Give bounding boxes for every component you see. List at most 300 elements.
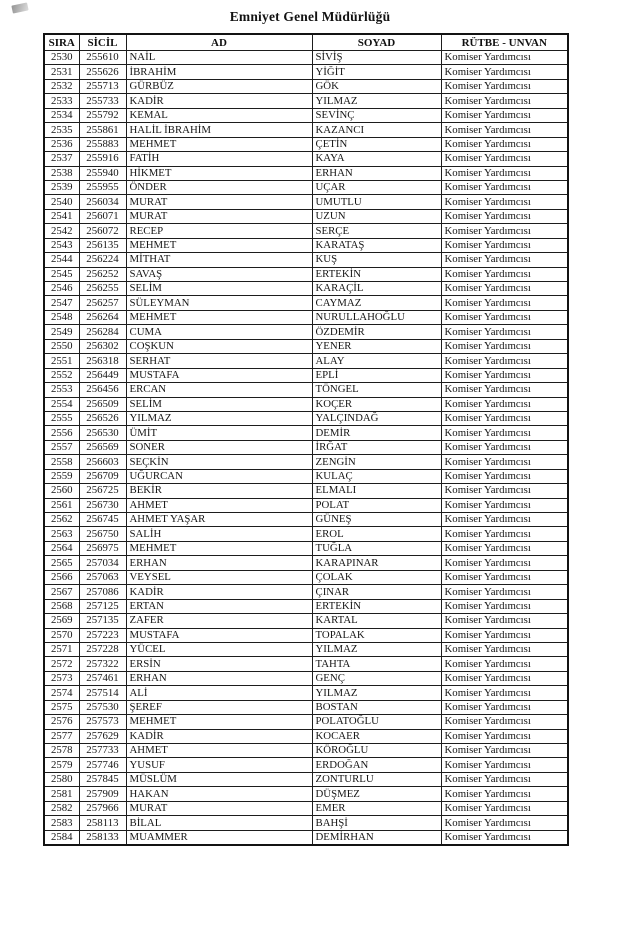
table-row xyxy=(44,108,568,122)
table-row xyxy=(44,383,568,397)
table-row xyxy=(44,830,568,845)
cell-sira: 2571 xyxy=(44,642,79,656)
cell-sicil: 257845 xyxy=(79,772,126,786)
cell-ad: NAİL xyxy=(126,51,312,65)
table-row xyxy=(44,671,568,685)
cell-rutbe: Komiser Yardımcısı xyxy=(441,744,568,758)
table-row xyxy=(44,224,568,238)
cell-ad: MEHMET xyxy=(126,310,312,324)
cell-ad: CUMA xyxy=(126,325,312,339)
cell-ad: KADİR xyxy=(126,729,312,743)
cell-rutbe: Komiser Yardımcısı xyxy=(441,238,568,252)
cell-rutbe: Komiser Yardımcısı xyxy=(441,671,568,685)
cell-sicil: 257125 xyxy=(79,599,126,613)
cell-ad: YILMAZ xyxy=(126,411,312,425)
cell-sira: 2559 xyxy=(44,469,79,483)
cell-sicil: 256135 xyxy=(79,238,126,252)
cell-sicil: 255955 xyxy=(79,180,126,194)
cell-ad: KADİR xyxy=(126,94,312,108)
table-row xyxy=(44,123,568,137)
cell-sira: 2569 xyxy=(44,614,79,628)
cell-ad: AHMET YAŞAR xyxy=(126,513,312,527)
cell-soyad: BOSTAN xyxy=(312,700,441,714)
table-row xyxy=(44,657,568,671)
table-row xyxy=(44,642,568,656)
cell-soyad: DEMİR xyxy=(312,426,441,440)
cell-rutbe: Komiser Yardımcısı xyxy=(441,758,568,772)
cell-rutbe: Komiser Yardımcısı xyxy=(441,166,568,180)
cell-soyad: UÇAR xyxy=(312,180,441,194)
cell-rutbe: Komiser Yardımcısı xyxy=(441,686,568,700)
cell-sicil: 257461 xyxy=(79,671,126,685)
table-row xyxy=(44,238,568,252)
cell-soyad: KAYA xyxy=(312,152,441,166)
table-row xyxy=(44,570,568,584)
cell-soyad: BAHŞİ xyxy=(312,816,441,830)
cell-soyad: NURULLAHOĞLU xyxy=(312,310,441,324)
table-row xyxy=(44,801,568,815)
cell-sicil: 256509 xyxy=(79,397,126,411)
cell-soyad: YENER xyxy=(312,339,441,353)
cell-ad: UĞURCAN xyxy=(126,469,312,483)
cell-sira: 2534 xyxy=(44,108,79,122)
cell-sicil: 257322 xyxy=(79,657,126,671)
cell-rutbe: Komiser Yardımcısı xyxy=(441,108,568,122)
cell-soyad: KARTAL xyxy=(312,614,441,628)
table-row xyxy=(44,440,568,454)
cell-rutbe: Komiser Yardımcısı xyxy=(441,513,568,527)
table-row xyxy=(44,729,568,743)
cell-ad: HAKAN xyxy=(126,787,312,801)
cell-rutbe: Komiser Yardımcısı xyxy=(441,541,568,555)
cell-ad: ERSİN xyxy=(126,657,312,671)
cell-sicil: 256071 xyxy=(79,209,126,223)
cell-rutbe: Komiser Yardımcısı xyxy=(441,267,568,281)
cell-sira: 2552 xyxy=(44,368,79,382)
cell-soyad: KARAPINAR xyxy=(312,556,441,570)
cell-soyad: ALAY xyxy=(312,354,441,368)
cell-sira: 2556 xyxy=(44,426,79,440)
cell-soyad: ERTEKİN xyxy=(312,599,441,613)
cell-sira: 2558 xyxy=(44,455,79,469)
cell-sicil: 257746 xyxy=(79,758,126,772)
cell-ad: ÜMİT xyxy=(126,426,312,440)
cell-sira: 2573 xyxy=(44,671,79,685)
cell-sira: 2575 xyxy=(44,700,79,714)
cell-sicil: 256569 xyxy=(79,440,126,454)
cell-rutbe: Komiser Yardımcısı xyxy=(441,253,568,267)
cell-ad: MUSTAFA xyxy=(126,368,312,382)
table-row xyxy=(44,180,568,194)
cell-sicil: 256603 xyxy=(79,455,126,469)
cell-rutbe: Komiser Yardımcısı xyxy=(441,570,568,584)
cell-sira: 2567 xyxy=(44,585,79,599)
cell-soyad: ERDOĞAN xyxy=(312,758,441,772)
cell-sicil: 257223 xyxy=(79,628,126,642)
cell-sira: 2565 xyxy=(44,556,79,570)
cell-rutbe: Komiser Yardımcısı xyxy=(441,51,568,65)
cell-sira: 2579 xyxy=(44,758,79,772)
table-body xyxy=(44,51,568,846)
cell-sicil: 257514 xyxy=(79,686,126,700)
page-title: Emniyet Genel Müdürlüğü xyxy=(229,9,391,24)
cell-soyad: KOÇER xyxy=(312,397,441,411)
cell-rutbe: Komiser Yardımcısı xyxy=(441,282,568,296)
cell-ad: BİLAL xyxy=(126,816,312,830)
cell-ad: SONER xyxy=(126,440,312,454)
cell-rutbe: Komiser Yardımcısı xyxy=(441,137,568,151)
cell-sira: 2541 xyxy=(44,209,79,223)
table-row xyxy=(44,296,568,310)
cell-soyad: GENÇ xyxy=(312,671,441,685)
cell-soyad: UMUTLU xyxy=(312,195,441,209)
cell-ad: SERHAT xyxy=(126,354,312,368)
cell-sicil: 258133 xyxy=(79,830,126,845)
table-row xyxy=(44,152,568,166)
cell-soyad: YILMAZ xyxy=(312,94,441,108)
cell-sira: 2554 xyxy=(44,397,79,411)
cell-sira: 2553 xyxy=(44,383,79,397)
cell-sira: 2562 xyxy=(44,513,79,527)
cell-soyad: İRĞAT xyxy=(312,440,441,454)
cell-soyad: YİĞİT xyxy=(312,65,441,79)
cell-soyad: POLAT xyxy=(312,498,441,512)
cell-sicil: 256750 xyxy=(79,527,126,541)
cell-soyad: ÇINAR xyxy=(312,585,441,599)
cell-soyad: EPLİ xyxy=(312,368,441,382)
cell-sira: 2581 xyxy=(44,787,79,801)
cell-sira: 2578 xyxy=(44,744,79,758)
cell-ad: KEMAL xyxy=(126,108,312,122)
cell-soyad: EROL xyxy=(312,527,441,541)
table-row xyxy=(44,267,568,281)
cell-sicil: 256224 xyxy=(79,253,126,267)
cell-ad: YUSUF xyxy=(126,758,312,772)
cell-sicil: 256264 xyxy=(79,310,126,324)
cell-sicil: 257909 xyxy=(79,787,126,801)
cell-sira: 2544 xyxy=(44,253,79,267)
cell-rutbe: Komiser Yardımcısı xyxy=(441,79,568,93)
table-row xyxy=(44,527,568,541)
cell-soyad: CAYMAZ xyxy=(312,296,441,310)
table-row xyxy=(44,51,568,65)
cell-sira: 2531 xyxy=(44,65,79,79)
table-row xyxy=(44,686,568,700)
column-header-sicil: SİCİL xyxy=(79,34,126,51)
cell-soyad: SİVİŞ xyxy=(312,51,441,65)
cell-ad: GÜRBÜZ xyxy=(126,79,312,93)
cell-sira: 2582 xyxy=(44,801,79,815)
cell-soyad: ÖZDEMİR xyxy=(312,325,441,339)
table-row xyxy=(44,455,568,469)
table-row xyxy=(44,282,568,296)
cell-ad: ŞEREF xyxy=(126,700,312,714)
cell-sira: 2561 xyxy=(44,498,79,512)
cell-rutbe: Komiser Yardımcısı xyxy=(441,614,568,628)
cell-sira: 2560 xyxy=(44,484,79,498)
cell-ad: ERHAN xyxy=(126,556,312,570)
cell-sira: 2574 xyxy=(44,686,79,700)
cell-soyad: GÖK xyxy=(312,79,441,93)
cell-sira: 2551 xyxy=(44,354,79,368)
cell-soyad: YALÇINDAĞ xyxy=(312,411,441,425)
cell-rutbe: Komiser Yardımcısı xyxy=(441,426,568,440)
cell-soyad: POLATOĞLU xyxy=(312,715,441,729)
cell-ad: SAVAŞ xyxy=(126,267,312,281)
cell-sira: 2542 xyxy=(44,224,79,238)
cell-rutbe: Komiser Yardımcısı xyxy=(441,484,568,498)
cell-sicil: 256449 xyxy=(79,368,126,382)
cell-rutbe: Komiser Yardımcısı xyxy=(441,123,568,137)
cell-soyad: YILMAZ xyxy=(312,686,441,700)
cell-soyad: SEVİNÇ xyxy=(312,108,441,122)
cell-ad: YÜCEL xyxy=(126,642,312,656)
cell-sicil: 256725 xyxy=(79,484,126,498)
cell-sira: 2577 xyxy=(44,729,79,743)
cell-rutbe: Komiser Yardımcısı xyxy=(441,801,568,815)
cell-soyad: DÜŞMEZ xyxy=(312,787,441,801)
cell-ad: SELİM xyxy=(126,282,312,296)
cell-sicil: 256709 xyxy=(79,469,126,483)
column-header-soyad: SOYAD xyxy=(312,34,441,51)
table-row xyxy=(44,700,568,714)
table-row xyxy=(44,339,568,353)
cell-ad: SEÇKİN xyxy=(126,455,312,469)
cell-rutbe: Komiser Yardımcısı xyxy=(441,715,568,729)
cell-rutbe: Komiser Yardımcısı xyxy=(441,411,568,425)
cell-soyad: ZONTURLU xyxy=(312,772,441,786)
cell-ad: MURAT xyxy=(126,801,312,815)
table-row xyxy=(44,744,568,758)
cell-sicil: 255733 xyxy=(79,94,126,108)
cell-soyad: ZENGİN xyxy=(312,455,441,469)
table-row xyxy=(44,195,568,209)
table-row xyxy=(44,354,568,368)
cell-rutbe: Komiser Yardımcısı xyxy=(441,455,568,469)
cell-rutbe: Komiser Yardımcısı xyxy=(441,224,568,238)
cell-sicil: 257063 xyxy=(79,570,126,584)
cell-rutbe: Komiser Yardımcısı xyxy=(441,787,568,801)
cell-sicil: 256302 xyxy=(79,339,126,353)
cell-ad: HALİL İBRAHİM xyxy=(126,123,312,137)
cell-soyad: EMER xyxy=(312,801,441,815)
table-row xyxy=(44,469,568,483)
table-row xyxy=(44,772,568,786)
cell-sicil: 257966 xyxy=(79,801,126,815)
table-row xyxy=(44,541,568,555)
personnel-table xyxy=(43,33,569,846)
cell-sicil: 255713 xyxy=(79,79,126,93)
table-row xyxy=(44,253,568,267)
cell-sira: 2545 xyxy=(44,267,79,281)
cell-ad: BEKİR xyxy=(126,484,312,498)
cell-sicil: 257086 xyxy=(79,585,126,599)
cell-rutbe: Komiser Yardımcısı xyxy=(441,180,568,194)
table-row xyxy=(44,79,568,93)
cell-sira: 2549 xyxy=(44,325,79,339)
table-row xyxy=(44,310,568,324)
cell-rutbe: Komiser Yardımcısı xyxy=(441,830,568,845)
cell-sira: 2539 xyxy=(44,180,79,194)
cell-rutbe: Komiser Yardımcısı xyxy=(441,657,568,671)
table-row xyxy=(44,484,568,498)
cell-sira: 2570 xyxy=(44,628,79,642)
column-header-sira: SIRA xyxy=(44,34,79,51)
cell-ad: COŞKUN xyxy=(126,339,312,353)
table-row xyxy=(44,715,568,729)
cell-sira: 2540 xyxy=(44,195,79,209)
cell-ad: MEHMET xyxy=(126,541,312,555)
cell-rutbe: Komiser Yardımcısı xyxy=(441,700,568,714)
cell-sira: 2580 xyxy=(44,772,79,786)
cell-ad: MUAMMER xyxy=(126,830,312,845)
cell-sira: 2557 xyxy=(44,440,79,454)
cell-rutbe: Komiser Yardımcısı xyxy=(441,296,568,310)
cell-soyad: ÇOLAK xyxy=(312,570,441,584)
cell-sicil: 256530 xyxy=(79,426,126,440)
cell-ad: RECEP xyxy=(126,224,312,238)
cell-ad: AHMET xyxy=(126,744,312,758)
cell-ad: ERHAN xyxy=(126,671,312,685)
cell-sicil: 255610 xyxy=(79,51,126,65)
cell-soyad: TUĞLA xyxy=(312,541,441,555)
cell-rutbe: Komiser Yardımcısı xyxy=(441,585,568,599)
table-header-row xyxy=(44,34,568,51)
cell-sicil: 256257 xyxy=(79,296,126,310)
cell-soyad: TÖNGEL xyxy=(312,383,441,397)
cell-ad: ZAFER xyxy=(126,614,312,628)
cell-sicil: 256730 xyxy=(79,498,126,512)
cell-soyad: TAHTA xyxy=(312,657,441,671)
table-row xyxy=(44,397,568,411)
cell-sicil: 256526 xyxy=(79,411,126,425)
cell-rutbe: Komiser Yardımcısı xyxy=(441,498,568,512)
cell-sira: 2572 xyxy=(44,657,79,671)
column-header-rutbe: RÜTBE - UNVAN xyxy=(441,34,568,51)
cell-ad: MEHMET xyxy=(126,715,312,729)
table-row xyxy=(44,137,568,151)
cell-ad: ERCAN xyxy=(126,383,312,397)
cell-soyad: ERTEKİN xyxy=(312,267,441,281)
cell-sicil: 257034 xyxy=(79,556,126,570)
cell-sira: 2536 xyxy=(44,137,79,151)
cell-soyad: KÖROĞLU xyxy=(312,744,441,758)
cell-sicil: 256456 xyxy=(79,383,126,397)
cell-rutbe: Komiser Yardımcısı xyxy=(441,772,568,786)
cell-sicil: 256284 xyxy=(79,325,126,339)
cell-sira: 2530 xyxy=(44,51,79,65)
table-row xyxy=(44,787,568,801)
cell-sicil: 256034 xyxy=(79,195,126,209)
cell-soyad: KARAÇİL xyxy=(312,282,441,296)
cell-ad: İBRAHİM xyxy=(126,65,312,79)
cell-ad: MURAT xyxy=(126,209,312,223)
cell-soyad: KAZANCI xyxy=(312,123,441,137)
cell-ad: MEHMET xyxy=(126,137,312,151)
table-row xyxy=(44,325,568,339)
table-row xyxy=(44,65,568,79)
cell-rutbe: Komiser Yardımcısı xyxy=(441,152,568,166)
cell-soyad: KOCAER xyxy=(312,729,441,743)
cell-ad: SALİH xyxy=(126,527,312,541)
cell-soyad: YILMAZ xyxy=(312,642,441,656)
cell-soyad: KULAÇ xyxy=(312,469,441,483)
cell-ad: FATİH xyxy=(126,152,312,166)
cell-sicil: 257733 xyxy=(79,744,126,758)
table-row xyxy=(44,426,568,440)
cell-soyad: UZUN xyxy=(312,209,441,223)
cell-sira: 2546 xyxy=(44,282,79,296)
cell-sira: 2568 xyxy=(44,599,79,613)
cell-sira: 2535 xyxy=(44,123,79,137)
cell-rutbe: Komiser Yardımcısı xyxy=(441,397,568,411)
cell-ad: MEHMET xyxy=(126,238,312,252)
cell-rutbe: Komiser Yardımcısı xyxy=(441,195,568,209)
cell-sicil: 255883 xyxy=(79,137,126,151)
cell-rutbe: Komiser Yardımcısı xyxy=(441,527,568,541)
cell-soyad: KARATAŞ xyxy=(312,238,441,252)
cell-rutbe: Komiser Yardımcısı xyxy=(441,440,568,454)
cell-ad: MİTHAT xyxy=(126,253,312,267)
cell-soyad: TOPALAK xyxy=(312,628,441,642)
cell-ad: VEYSEL xyxy=(126,570,312,584)
cell-sira: 2555 xyxy=(44,411,79,425)
cell-rutbe: Komiser Yardımcısı xyxy=(441,310,568,324)
cell-soyad: GÜNEŞ xyxy=(312,513,441,527)
table-row xyxy=(44,94,568,108)
cell-soyad: ÇETİN xyxy=(312,137,441,151)
cell-sira: 2550 xyxy=(44,339,79,353)
table-row xyxy=(44,368,568,382)
table-row xyxy=(44,209,568,223)
cell-sicil: 257629 xyxy=(79,729,126,743)
cell-sicil: 255940 xyxy=(79,166,126,180)
cell-ad: MÜSLÜM xyxy=(126,772,312,786)
cell-sira: 2533 xyxy=(44,94,79,108)
cell-soyad: KUŞ xyxy=(312,253,441,267)
cell-rutbe: Komiser Yardımcısı xyxy=(441,816,568,830)
cell-rutbe: Komiser Yardımcısı xyxy=(441,339,568,353)
cell-sicil: 257228 xyxy=(79,642,126,656)
cell-ad: ERTAN xyxy=(126,599,312,613)
cell-ad: ALİ xyxy=(126,686,312,700)
table-row xyxy=(44,614,568,628)
table-row xyxy=(44,758,568,772)
cell-sicil: 255626 xyxy=(79,65,126,79)
cell-rutbe: Komiser Yardımcısı xyxy=(441,65,568,79)
cell-sicil: 255792 xyxy=(79,108,126,122)
cell-sicil: 256745 xyxy=(79,513,126,527)
cell-sicil: 255861 xyxy=(79,123,126,137)
cell-rutbe: Komiser Yardımcısı xyxy=(441,469,568,483)
cell-sicil: 255916 xyxy=(79,152,126,166)
column-header-ad: AD xyxy=(126,34,312,51)
cell-ad: MURAT xyxy=(126,195,312,209)
cell-sira: 2564 xyxy=(44,541,79,555)
cell-sicil: 257573 xyxy=(79,715,126,729)
cell-soyad: SERÇE xyxy=(312,224,441,238)
cell-sira: 2576 xyxy=(44,715,79,729)
cell-sira: 2548 xyxy=(44,310,79,324)
cell-sicil: 256072 xyxy=(79,224,126,238)
cell-sira: 2583 xyxy=(44,816,79,830)
cell-rutbe: Komiser Yardımcısı xyxy=(441,729,568,743)
cell-rutbe: Komiser Yardımcısı xyxy=(441,383,568,397)
cell-rutbe: Komiser Yardımcısı xyxy=(441,599,568,613)
cell-rutbe: Komiser Yardımcısı xyxy=(441,209,568,223)
cell-ad: SÜLEYMAN xyxy=(126,296,312,310)
cell-sicil: 256252 xyxy=(79,267,126,281)
